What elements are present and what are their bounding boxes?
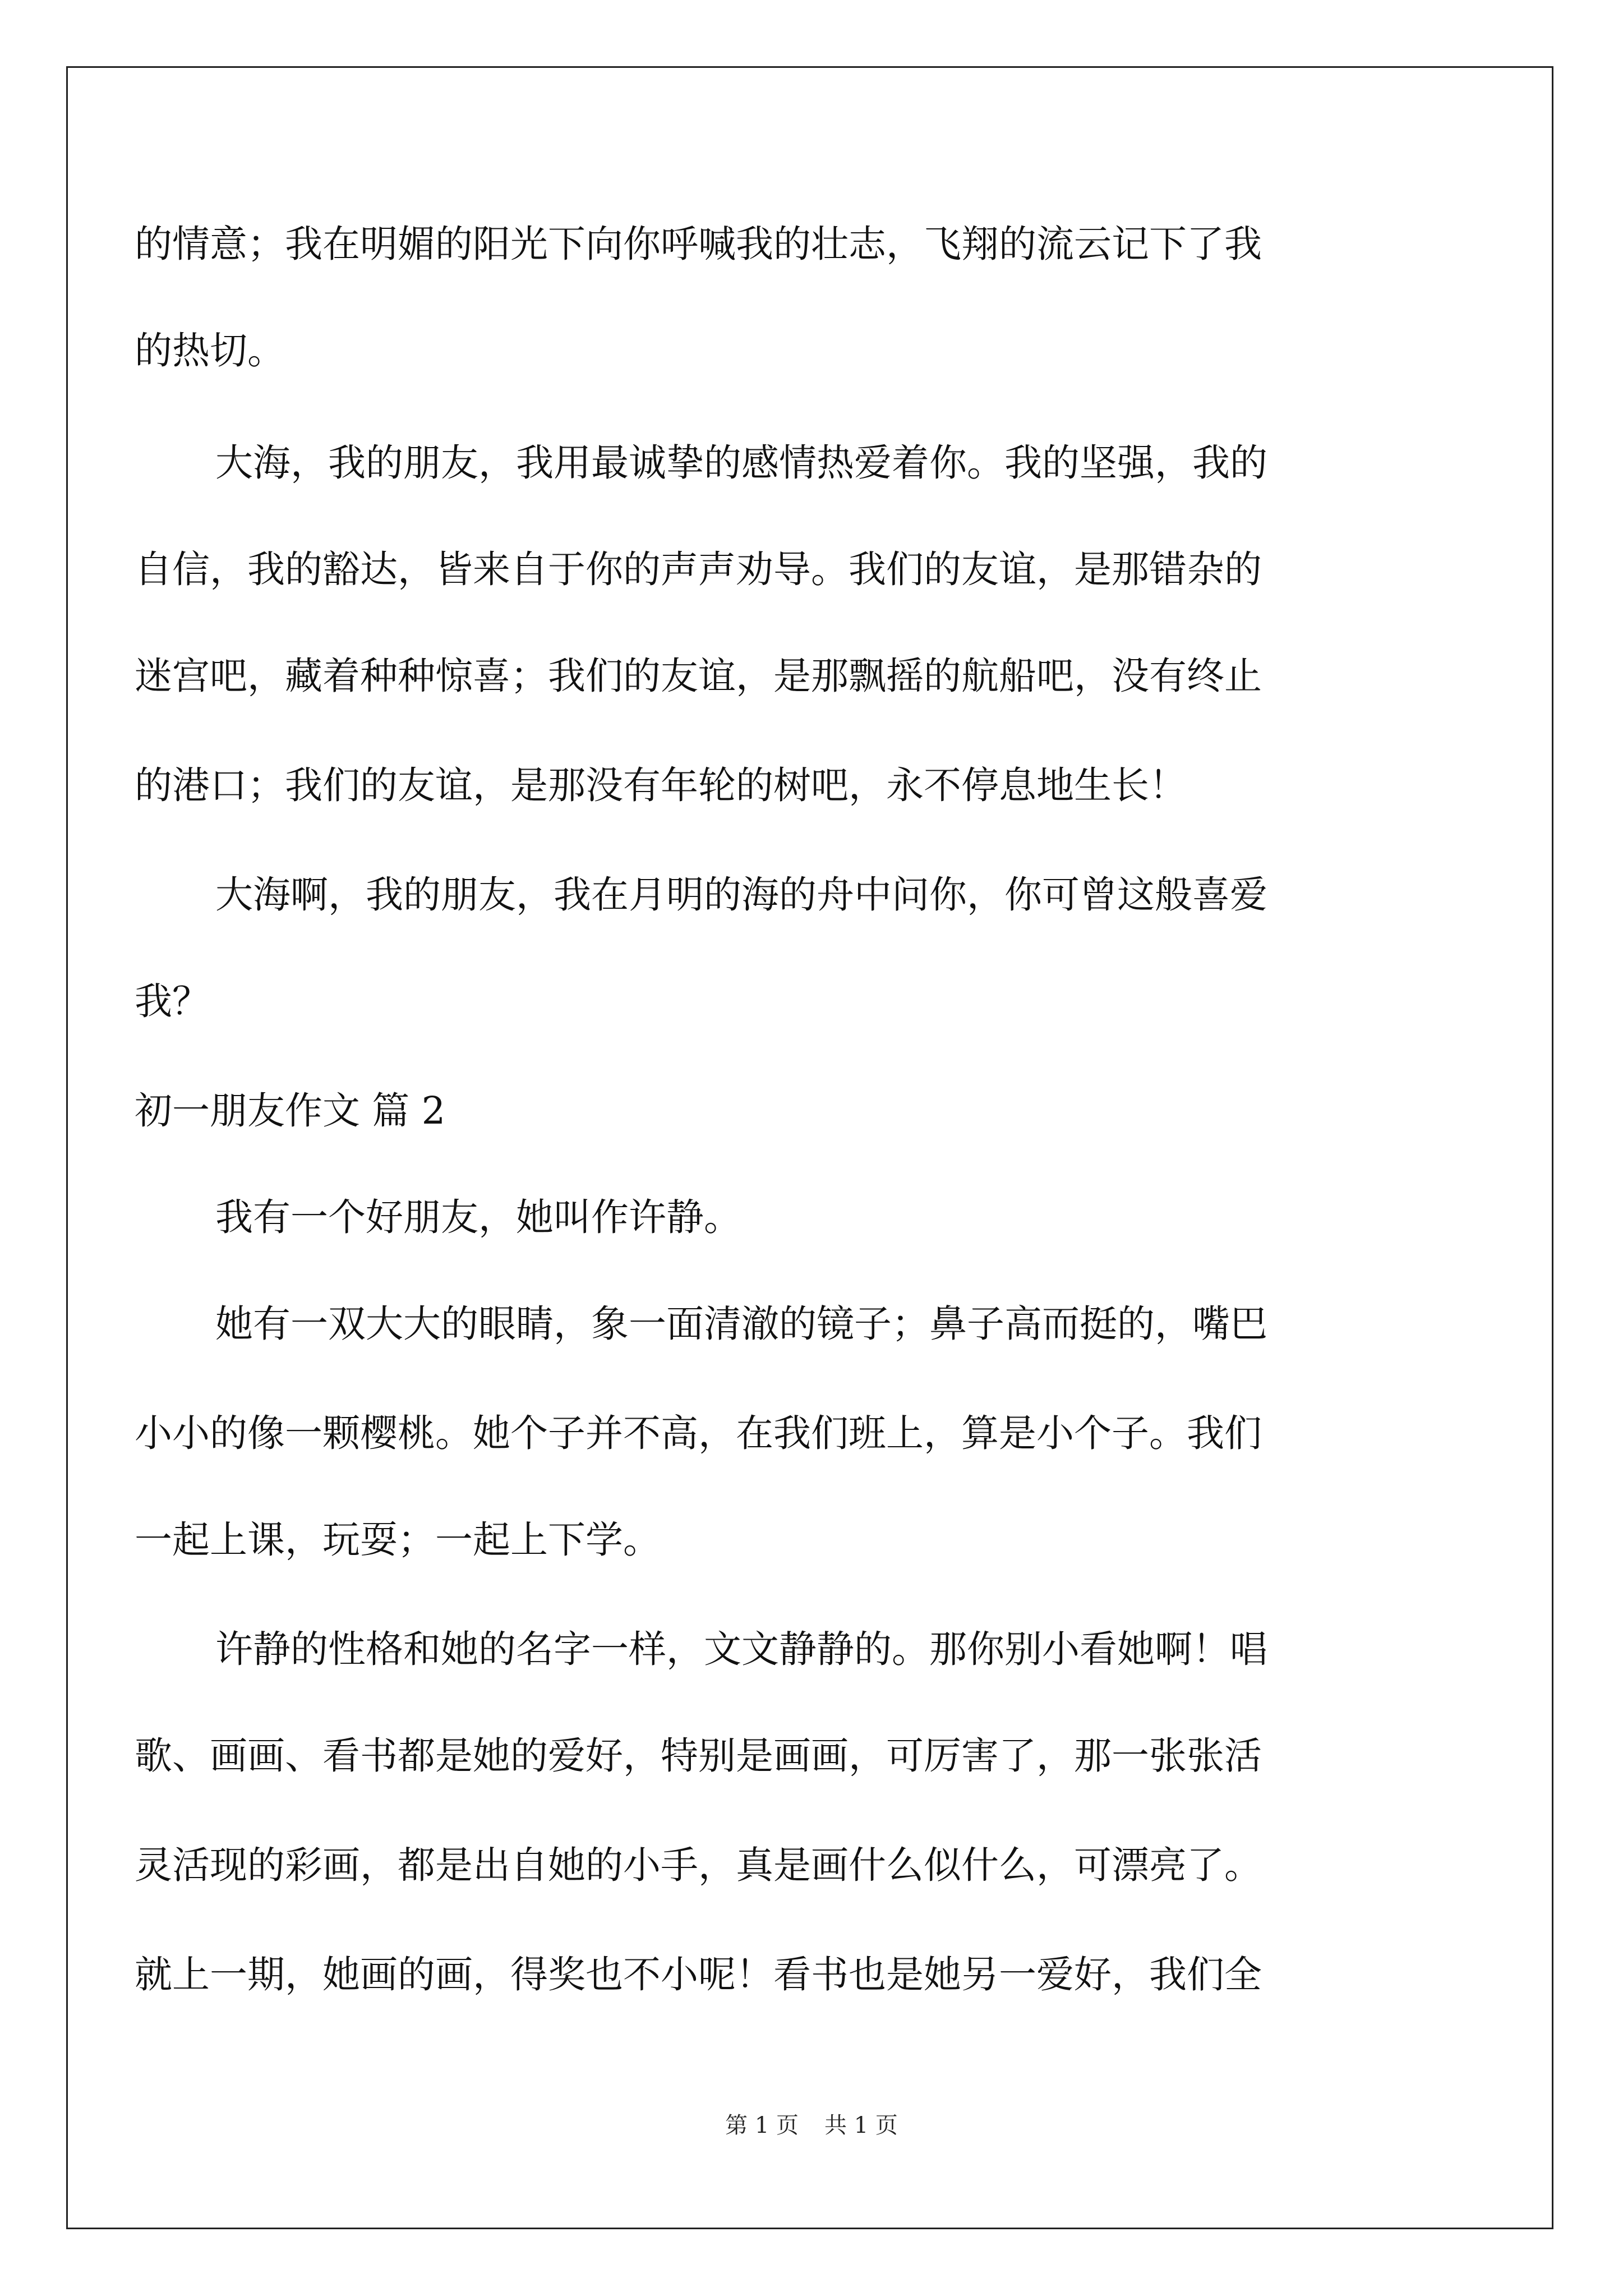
- paragraph-line: 大海啊，我的朋友，我在月明的海的舟中问你，你可曾这般喜爱: [215, 873, 1267, 917]
- section-heading: 初一朋友作文 篇 2: [135, 1089, 446, 1133]
- page-number-total: 共 1 页: [824, 2113, 898, 2138]
- paragraph-line: 的热切。: [135, 329, 285, 372]
- page-number-current: 第 1 页: [725, 2113, 799, 2138]
- paragraph-line: 就上一期，她画的画，得奖也不小呢！看书也是她另一爱好，我们全: [135, 1953, 1262, 1996]
- paragraph-line: 许静的性格和她的名字一样，文文静静的。那你别小看她啊！唱: [215, 1627, 1267, 1671]
- paragraph-line: 我？: [135, 979, 210, 1023]
- paragraph-line: 大海，我的朋友，我用最诚挚的感情热爱着你。我的坚强，我的: [215, 441, 1267, 485]
- paragraph-line: 我有一个好朋友，她叫作许静。: [215, 1195, 741, 1239]
- paragraph-line: 歌、画画、看书都是她的爱好，特别是画画，可厉害了，那一张张活: [135, 1734, 1262, 1778]
- paragraph-line: 她有一双大大的眼睛，象一面清澈的镜子；鼻子高而挺的，嘴巴: [215, 1302, 1267, 1346]
- paragraph-line: 一起上课，玩耍；一起上下学。: [135, 1518, 661, 1562]
- paragraph-line: 迷宫吧，藏着种种惊喜；我们的友谊，是那飘摇的航船吧，没有终止: [135, 654, 1262, 698]
- paragraph-line: 小小的像一颗樱桃。她个子并不高，在我们班上，算是小个子。我们: [135, 1411, 1262, 1455]
- page-border: [66, 66, 1553, 2229]
- paragraph-line: 的港口；我们的友谊，是那没有年轮的树吧，永不停息地生长！: [135, 763, 1187, 807]
- paragraph-line: 灵活现的彩画，都是出自她的小手，真是画什么似什么，可漂亮了。: [135, 1843, 1262, 1887]
- paragraph-line: 自信，我的豁达，皆来自于你的声声劝导。我们的友谊，是那错杂的: [135, 547, 1262, 591]
- page-footer: [0, 2111, 1623, 2139]
- paragraph-line: 的情意；我在明媚的阳光下向你呼喊我的壮志，飞翔的流云记下了我: [135, 222, 1262, 266]
